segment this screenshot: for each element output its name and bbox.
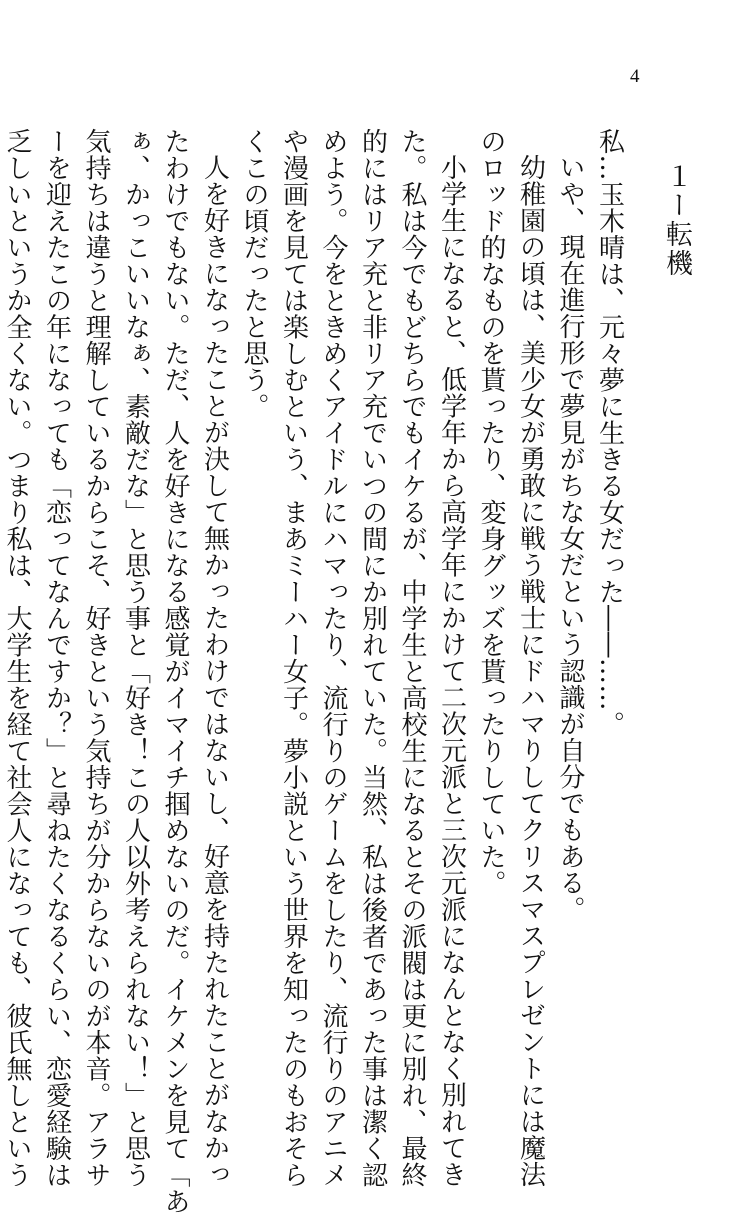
text-lines xyxy=(0,128,629,1215)
text-line: 幼稚園の頃は、美少女が勇敢に戦う戦士にドハマりしてクリスマスプレゼントには魔法 xyxy=(515,154,546,1188)
text-line: ーを迎えたこの年になっても「恋ってなんですか？」と尋ねたくなるくらい、恋愛経験は xyxy=(41,128,72,1188)
chapter-title: １ー転機 xyxy=(661,162,692,278)
text-line: た。私は今でもどちらでもイケるが、中学生と高校生になるとその派閥は更に別れ、最終 xyxy=(397,128,427,1188)
text-line: いや、現在進行形で夢見がちな女だという認識が自分でもある。 xyxy=(555,154,585,923)
text-line: たわけでもない。ただ、人を好きになる感覚がイマイチ掴めないのだ。イケメンを見て「あ xyxy=(160,128,190,1215)
text-line: 人を好きになったことが決して無かったわけではないし、好意を持たれたことがなかっ xyxy=(199,154,230,1188)
text-line: ぁ、かっこいいなぁ、素敵だな」と思う事と「好き！この人以外考えられない！」と思う xyxy=(120,128,151,1188)
text-line: のロッド的なものを貰ったり、変身グッズを貰ったりしていた。 xyxy=(476,128,506,897)
text-line: 的にはリア充と非リア充でいつの間にか別れていた。当然、私は後者であった事は潔く認 xyxy=(357,128,388,1188)
text-line: 私…玉木晴は、元々夢に生きる女だった――……。 xyxy=(594,128,625,738)
text-line: くこの頃だったと思う。 xyxy=(239,128,269,420)
page-number: 4 xyxy=(630,66,640,87)
text-line: めよう。今をときめくアイドルにハマったり、流行りのゲームをしたり、流行りのアニメ xyxy=(318,128,348,1188)
text-line: や漫画を見ては楽しむという、まあミーハー女子。夢小説という世界を知ったのもおそら xyxy=(278,128,309,1188)
vertical-body-text xyxy=(2,128,696,1215)
text-line: 小学生になると、低学年から高学年にかけて二次元派と三次元派になんとなく別れてき xyxy=(436,154,467,1188)
text-line: 乏しいというか全くない。つまり私は、大学生を経て社会人になっても、彼氏無しという xyxy=(2,128,32,1188)
text-line: 気持ちは違うと理解しているからこそ、好きという気持ちが分からないのが本音。アラサ xyxy=(81,128,111,1188)
